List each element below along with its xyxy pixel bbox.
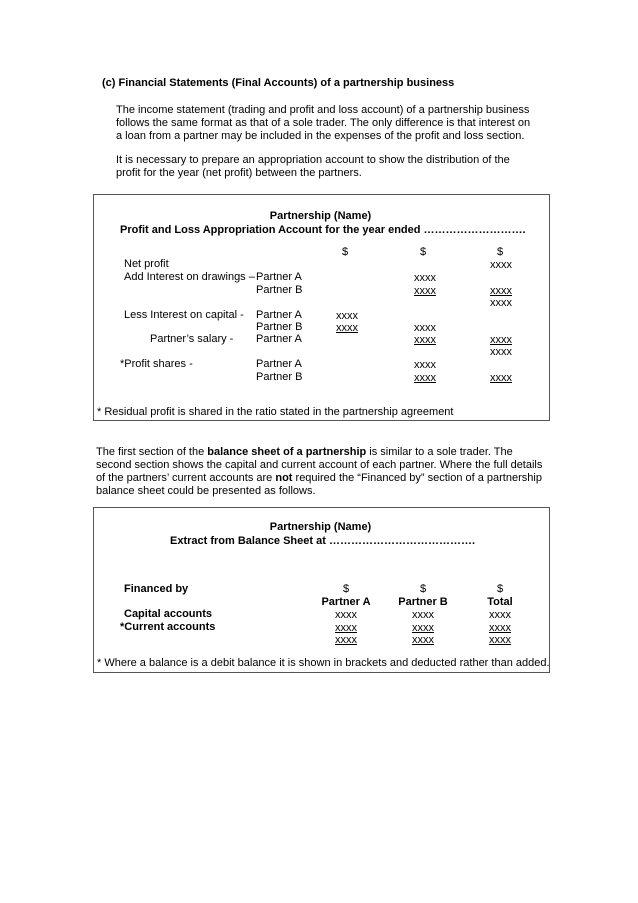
dollar-a: $: [342, 583, 350, 595]
salary-label: Partner’s salary -: [150, 333, 234, 345]
interest-capital-b-value: xxxx: [336, 322, 358, 334]
salary-value: xxxx: [414, 334, 436, 346]
partner-b-header: Partner B: [398, 596, 448, 608]
salary-total: xxxx: [490, 334, 512, 346]
current-accounts-label: *Current accounts: [120, 621, 216, 633]
residual-profit-value: xxxx: [490, 346, 512, 358]
interest-drawings-label: Add Interest on drawings –: [124, 271, 255, 283]
profit-share-a-value: xxxx: [414, 359, 436, 371]
intro-paragraph: The income statement (trading and profit and loss account) of a partnership business follows the same format as that of a sole trader. The only difference is that interest on a loan from a partner may be included in the expenses of the profit and loss section.: [116, 104, 531, 142]
col-header-2: $: [420, 246, 427, 258]
current-a-value: xxxx: [335, 622, 357, 634]
capital-total-value: xxxx: [489, 609, 511, 621]
interest-capital-label: Less Interest on capital -: [124, 309, 244, 321]
balance-title: Partnership (Name): [269, 521, 372, 533]
partner-b-label: Partner B: [256, 321, 303, 333]
col-header-3: $: [497, 246, 504, 258]
dollar-b: $: [419, 583, 427, 595]
dollar-total: $: [496, 583, 504, 595]
section-heading: (c) Financial Statements (Final Accounts) of a partnership business: [102, 77, 455, 89]
balance-sheet-paragraph: The first section of the balance sheet of a partnership is similar to a sole trader. The second section shows the capital and current account of each partner. Where the full details of the partners’ current accounts are not required the “Financed by” section of a partnership balance sheet could be presented as follows.: [96, 446, 543, 497]
interest-drawings-total: xxxx: [490, 285, 512, 297]
partner-a-label: Partner A: [256, 271, 302, 283]
capital-accounts-label: Capital accounts: [124, 608, 213, 620]
partner-a-label: Partner A: [256, 333, 302, 345]
appropriation-footnote: * Residual profit is shared in the ratio stated in the partnership agreement: [97, 406, 454, 418]
net-profit-label: Net profit: [124, 258, 169, 270]
interest-drawings-b-value: xxxx: [414, 285, 436, 297]
partner-b-total: xxxx: [412, 634, 434, 646]
appropriation-paragraph: It is necessary to prepare an appropriation account to show the distribution of the profit for the year (net profit) between the partners.: [116, 154, 510, 179]
current-total-value: xxxx: [489, 622, 511, 634]
total-header: Total: [487, 596, 513, 608]
profit-shares-label: *Profit shares -: [120, 358, 193, 370]
partner-b-label: Partner B: [256, 284, 303, 296]
partner-a-label: Partner A: [256, 358, 302, 370]
balance-subtitle: Extract from Balance Sheet at ………………………………….: [170, 535, 476, 547]
partner-a-total: xxxx: [335, 634, 357, 646]
balance-footnote: * Where a balance is a debit balance it is shown in brackets and deducted rather than added.: [97, 657, 550, 669]
partner-a-header: Partner A: [321, 596, 371, 608]
interest-capital-total: xxxx: [414, 322, 436, 334]
capital-b-value: xxxx: [412, 609, 434, 621]
net-profit-value: xxxx: [490, 259, 512, 271]
grand-total: xxxx: [489, 634, 511, 646]
capital-a-value: xxxx: [335, 609, 357, 621]
subtotal-value: xxxx: [490, 297, 512, 309]
appropriation-subtitle: Profit and Loss Appropriation Account for the year ended ……………………….: [120, 224, 526, 236]
interest-capital-a-value: xxxx: [336, 310, 358, 322]
profit-share-total: xxxx: [490, 372, 512, 384]
col-header-1: $: [342, 246, 349, 258]
interest-drawings-a-value: xxxx: [414, 272, 436, 284]
profit-share-b-value: xxxx: [414, 372, 436, 384]
financed-by-label: Financed by: [124, 583, 189, 595]
partner-b-label: Partner B: [256, 371, 303, 383]
partner-a-label: Partner A: [256, 309, 302, 321]
current-b-value: xxxx: [412, 622, 434, 634]
appropriation-title: Partnership (Name): [269, 210, 372, 222]
